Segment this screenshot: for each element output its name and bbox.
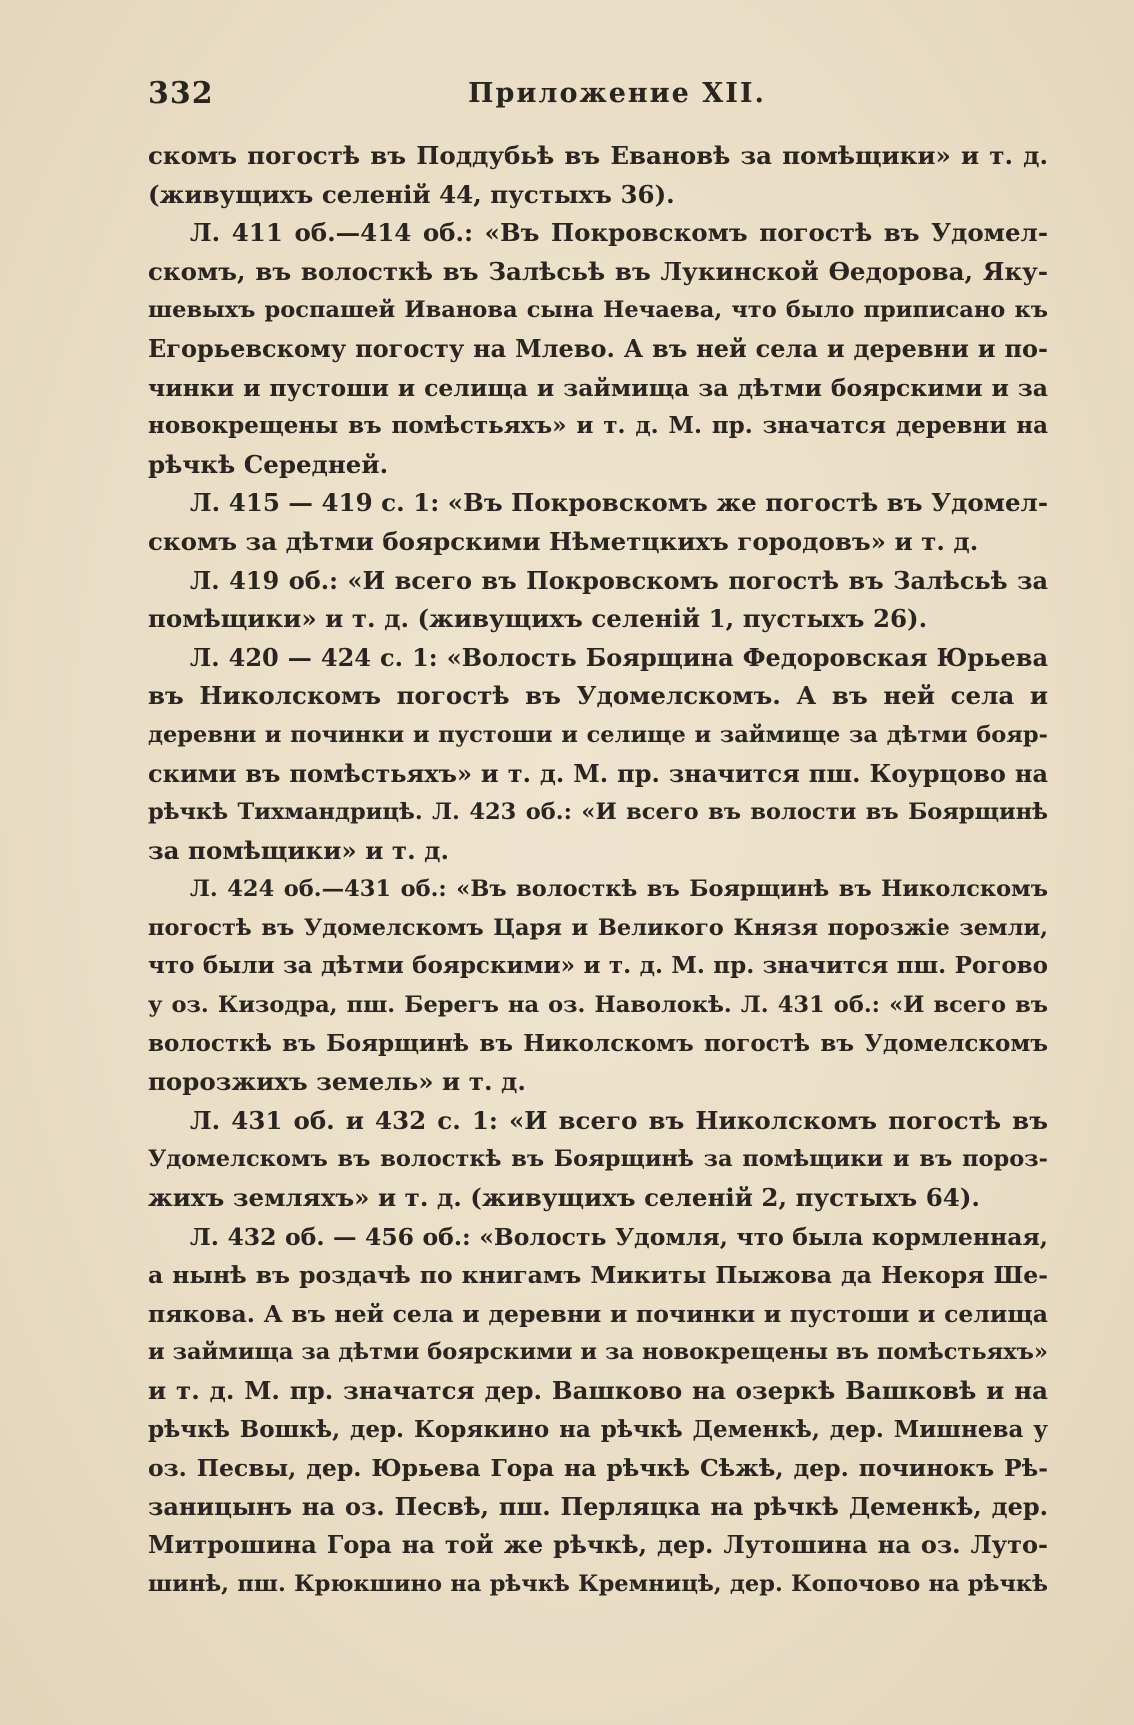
body-text <box>148 137 1048 1604</box>
text-line: скомъ, въ волосткѣ въ Залѣсьѣ въ Лукинской Ѳедорова, Яку- <box>148 256 1048 286</box>
text-line: у оз. Кизодра, пш. Берегъ на оз. Наволокѣ. Л. 431 об.: «И всего въ <box>148 992 1048 1019</box>
text-line: пякова. А въ ней села и деревни и починки и пустоши и селища <box>148 1299 1048 1328</box>
text-line: Л. 420 — 424 с. 1: «Волость Боярщина Федоровская Юрьева <box>190 642 1048 672</box>
text-line: оз. Песвы, дер. Юрьева Гора на рѣчкѣ Сѣжѣ, дер. починокъ Рѣ- <box>148 1454 1048 1483</box>
text-line: за помѣщики» и т. д. <box>148 835 450 865</box>
text-line: погостѣ въ Удомелскомъ Царя и Великого Князя порозжіе земли, <box>148 914 1048 941</box>
text-line: скомъ за дѣтми боярскими Нѣметцкихъ городовъ» и т. д. <box>148 526 979 556</box>
page-number: 332 <box>148 76 214 111</box>
text-line: Л. 424 об.—431 об.: «Въ волосткѣ въ Боярщинѣ въ Николскомъ <box>190 876 1048 903</box>
text-line: Л. 419 об.: «И всего въ Покровскомъ погостѣ въ Залѣсьѣ за <box>190 565 1048 595</box>
text-line: и т. д. М. пр. значатся дер. Вашково на озеркѣ Вашковѣ и на <box>148 1376 1048 1405</box>
text-line: рѣчкѣ Середней. <box>148 449 389 479</box>
page-header <box>148 76 1048 126</box>
text-line: деревни и починки и пустоши и селище и займище за дѣтми бояр- <box>148 721 1048 748</box>
text-line: а нынѣ въ роздачѣ по книгамъ Микиты Пыжова да Некоря Ше- <box>148 1261 1048 1290</box>
text-line: скими въ помѣстьяхъ» и т. д. М. пр. значится пш. Коурцово на <box>148 758 1048 788</box>
text-line: Егорьевскому погосту на Млево. А въ ней села и деревни и по- <box>148 333 1048 363</box>
text-line: чинки и пустоши и селища и займища за дѣтми боярскими и за <box>148 373 1048 402</box>
text-line: Удомелскомъ въ волосткѣ въ Боярщинѣ за помѣщики и въ пороз- <box>148 1146 1048 1173</box>
text-line: волосткѣ въ Боярщинѣ въ Николскомъ погостѣ въ Удомелскомъ <box>148 1029 1048 1057</box>
text-line: Л. 411 об.—414 об.: «Въ Покровскомъ погостѣ въ Удомел- <box>190 218 1048 248</box>
text-line: Л. 431 об. и 432 с. 1: «И всего въ Николскомъ погостѣ въ <box>190 1105 1048 1135</box>
text-line: (живущихъ селеній 44, пустыхъ 36). <box>148 179 675 209</box>
text-line: Митрошина Гора на той же рѣчкѣ, дер. Лутошина на оз. Луто- <box>148 1530 1048 1560</box>
text-line: и займища за дѣтми боярскими и за новокрещены въ помѣстьяхъ» <box>148 1339 1048 1366</box>
text-line: помѣщики» и т. д. (живущихъ селеній 1, пустыхъ 26). <box>148 604 928 634</box>
text-line: въ Николскомъ погостѣ въ Удомелскомъ. А въ ней села и <box>148 681 1048 711</box>
text-line: скомъ погостѣ въ Поддубьѣ въ Евановѣ за помѣщики» и т. д. <box>148 141 1048 170</box>
text-line: Л. 432 об. — 456 об.: «Волость Удомля, что была кормленная, <box>190 1222 1048 1251</box>
text-line: новокрещены въ помѣстьяхъ» и т. д. М. пр. значатся деревни на <box>148 412 1048 440</box>
text-line: рѣчкѣ Вошкѣ, дер. Корякино на рѣчкѣ Деменкѣ, дер. Мишнева у <box>148 1415 1048 1443</box>
text-line: Л. 415 — 419 с. 1: «Въ Покровскомъ же погостѣ въ Удомел- <box>190 488 1048 518</box>
text-line: жихъ земляхъ» и т. д. (живущихъ селеній 2, пустыхъ 64). <box>148 1183 980 1213</box>
text-line: порозжихъ земель» и т. д. <box>148 1067 526 1097</box>
running-title: Приложение XII. <box>468 78 766 109</box>
text-line: заницынъ на оз. Песвѣ, пш. Перляцка на рѣчкѣ Деменкѣ, дер. <box>148 1491 1048 1521</box>
text-line: что были за дѣтми боярскими» и т. д. М. пр. значится пш. Рогово <box>148 952 1048 980</box>
text-line: шинѣ, пш. Крюкшино на рѣчкѣ Кремницѣ, дер. Копочово на рѣчкѣ <box>148 1570 1048 1597</box>
text-line: рѣчкѣ Тихмандрицѣ. Л. 423 об.: «И всего въ волости въ Боярщинѣ <box>148 799 1048 826</box>
text-line: шевыхъ роспашей Иванова сына Нечаева, что было приписано къ <box>148 297 1048 324</box>
